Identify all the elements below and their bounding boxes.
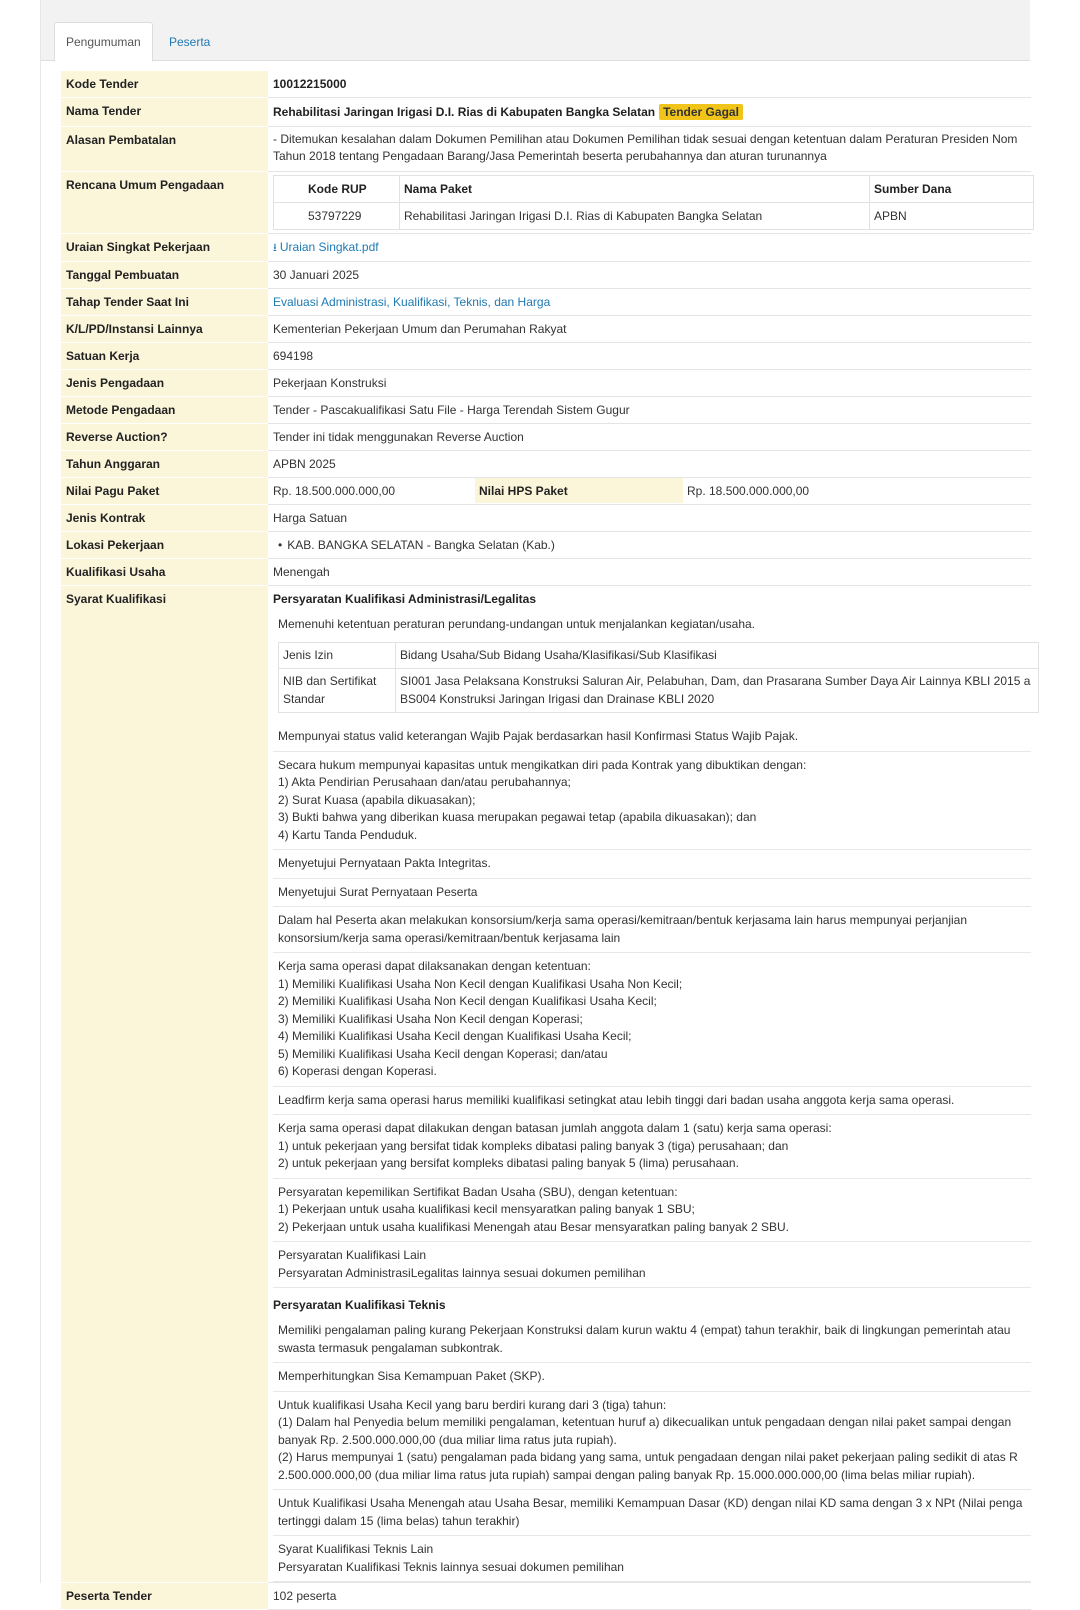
admin-requirement	[273, 1179, 1031, 1243]
value	[268, 234, 1031, 262]
teknis-requirement-line: Untuk kualifikasi Usaha Kecil yang baru berdiri kurang dari 3 (tiga) tahun:	[278, 1397, 667, 1412]
admin-requirement-line: 1) Akta Pendirian Perusahaan dan/atau perubahannya;	[278, 775, 571, 789]
admin-requirement-line: 2) untuk pekerjaan yang bersifat kompleks dibatasi paling banyak 5 (lima) perusahaan.	[278, 1156, 739, 1170]
value	[268, 478, 1031, 505]
value: Tender - Pascakualifikasi Satu File - Harga Terendah Sistem Gugur	[268, 397, 1031, 424]
label: Metode Pengadaan	[61, 397, 268, 424]
admin-requirement-line: 2) Pekerjaan untuk usaha kualifikasi Menengah atau Besar mensyaratkan paling banyak 2 SBU.	[278, 1219, 789, 1234]
page	[40, 0, 1031, 1603]
teknis-requirement-line: tertinggi dalam 15 (lima belas) tahun terakhir)	[278, 1513, 520, 1528]
admin-intro	[273, 611, 1031, 634]
teknis-requirement-line: swasta termasuk pengalaman subkontrak.	[278, 1340, 503, 1355]
alasan-line: - Ditemukan kesalahan dalam Dokumen Pemilihan atau Dokumen Pemilihan tidak sesuai dengan ketentuan dalam Peraturan Presiden Nom	[273, 132, 1018, 146]
admin-requirement-line: 6) Koperasi dengan Koperasi.	[278, 1064, 437, 1078]
label: Lokasi Pekerjaan	[61, 532, 268, 559]
admin-title: Persyaratan Kualifikasi Administrasi/Legalitas	[273, 592, 536, 606]
izin-jenis-line: NIB dan Sertifikat	[283, 674, 377, 688]
hps-label: Nilai HPS Paket	[475, 478, 683, 503]
label: Satuan Kerja	[61, 343, 268, 370]
admin-requirement	[273, 850, 1031, 879]
row-tahun	[61, 451, 1031, 478]
uraian-link-text: Uraian Singkat.pdf	[279, 240, 379, 254]
teknis-requirement-line: (1) Dalam hal Penyedia belum memiliki pengalaman, ketentuan huruf a) dikecualikan untuk pengadaan dengan nilai paket sampai dengan	[278, 1415, 1012, 1429]
label: Kualifikasi Usaha	[61, 559, 268, 586]
row-satker	[61, 343, 1031, 370]
label: Syarat Kualifikasi	[61, 586, 268, 1583]
label: Nilai Pagu Paket	[61, 478, 268, 505]
admin-requirement	[273, 907, 1031, 953]
tab-pengumuman[interactable]: Pengumuman	[54, 22, 153, 62]
value: APBN 2025	[268, 451, 1031, 478]
value: Menengah	[268, 559, 1031, 586]
tab-peserta[interactable]: Peserta	[169, 35, 211, 49]
admin-requirement-line: konsorsium/kerja sama operasi/kemitraan/bentuk kerjasama lain	[278, 930, 621, 945]
admin-requirement-line: Persyaratan Kualifikasi Lain	[278, 1248, 427, 1262]
rup-header-kode: Kode RUP	[274, 176, 400, 203]
row-nama-tender	[61, 98, 1031, 127]
izin-bidang-line: SI001 Jasa Pelaksana Konstruksi Saluran Air, Pelabuhan, Dam, dan Prasarana Sumber Daya Air Lainnya KBLI 2015 a	[400, 674, 1031, 688]
nama-tender-value: Rehabilitasi Jaringan Irigasi D.I. Rias di Kabupaten Bangka Selatan	[273, 105, 656, 119]
admin-requirement	[273, 1087, 1031, 1116]
value	[268, 98, 1031, 127]
teknis-requirement-line: Syarat Kualifikasi Teknis Lain	[278, 1542, 434, 1556]
row-klpd	[61, 316, 1031, 343]
row-kualifikasi	[61, 559, 1031, 586]
teknis-requirement-line: banyak Rp. 2.500.000.000,00 (dua miliar lima ratus juta rupiah).	[278, 1432, 617, 1447]
row-reverse	[61, 424, 1031, 451]
label: Tahap Tender Saat Ini	[61, 289, 268, 316]
value	[268, 586, 1031, 1583]
tahap-link[interactable]: Evaluasi Administrasi, Kualifikasi, Teknis, dan Harga	[273, 295, 551, 309]
value: 30 Januari 2025	[268, 262, 1031, 289]
admin-requirement-line: Kerja sama operasi dapat dilaksanakan dengan ketentuan:	[278, 959, 591, 973]
admin-requirement-line: 1) untuk pekerjaan yang bersifat tidak kompleks dibatasi paling banyak 3 (tiga) perusahaan; dan	[278, 1138, 789, 1153]
admin-requirement-line: Secara hukum mempunyai kapasitas untuk mengikatkan diri pada Kontrak yang dibuktikan dengan:	[278, 757, 807, 772]
label: Jenis Pengadaan	[61, 370, 268, 397]
tender-detail-table	[61, 71, 1031, 1610]
admin-requirement-line: 3) Memiliki Kualifikasi Usaha Non Kecil dengan Koperasi;	[278, 1011, 583, 1026]
value	[268, 172, 1031, 234]
teknis-requirement-line: Memperhitungkan Sisa Kemampuan Paket (SKP).	[278, 1369, 545, 1383]
teknis-requirement-line: Untuk Kualifikasi Usaha Menengah atau Usaha Besar, memiliki Kemampuan Dasar (KD) dengan nilai KD sama dengan 3 x NPt (Nilai penga	[278, 1496, 1023, 1510]
row-tahap	[61, 289, 1031, 316]
izin-bidang-line: BS004 Konstruksi Jaringan Irigasi dan Drainase KBLI 2020	[400, 691, 715, 706]
admin-requirement-line: Persyaratan kepemilikan Sertifikat Badan Usaha (SBU), dengan ketentuan:	[278, 1184, 678, 1199]
row-kode-tender	[61, 71, 1031, 98]
admin-requirement	[273, 1242, 1031, 1288]
label: Uraian Singkat Pekerjaan	[61, 234, 268, 262]
rup-sumber: APBN	[870, 203, 1034, 230]
teknis-requirement-line: Persyaratan Kualifikasi Teknis lainnya sesuai dokumen pemilihan	[278, 1559, 624, 1574]
row-rup	[61, 172, 1031, 234]
label: Reverse Auction?	[61, 424, 268, 451]
value	[268, 127, 1031, 172]
hps-value: Rp. 18.500.000.000,00	[687, 483, 810, 498]
pagu-hps-split	[273, 478, 1033, 503]
pagu-value: Rp. 18.500.000.000,00	[273, 483, 396, 498]
label: Rencana Umum Pengadaan	[61, 172, 268, 234]
row-alasan	[61, 127, 1031, 172]
admin-requirement-line: 3) Bukti bahwa yang diberikan kuasa merupakan pegawai tetap (apabila dikuasakan); dan	[278, 810, 757, 824]
teknis-requirement-line: Memiliki pengalaman paling kurang Pekerjaan Konstruksi dalam kurun waktu 4 (empat) tahun terakhir, baik di lingkungan pemerintah atau	[278, 1323, 1011, 1337]
label: K/L/PD/Instansi Lainnya	[61, 316, 268, 343]
izin-header-bidang: Bidang Usaha/Sub Bidang Usaha/Klasifikasi/Sub Klasifikasi	[396, 642, 1039, 669]
teknis-title: Persyaratan Kualifikasi Teknis	[273, 1298, 446, 1312]
label: Tahun Anggaran	[61, 451, 268, 478]
izin-header-jenis: Jenis Izin	[279, 642, 396, 669]
label: Tanggal Pembuatan	[61, 262, 268, 289]
admin-requirement-line: 1) Memiliki Kualifikasi Usaha Non Kecil dengan Kualifikasi Usaha Non Kecil;	[278, 976, 683, 991]
row-uraian	[61, 234, 1031, 262]
admin-intro-text: Memenuhi ketentuan peraturan perundang-undangan untuk menjalankan kegiatan/usaha.	[278, 617, 756, 631]
status-badge: Tender Gagal	[659, 104, 743, 120]
admin-requirement	[273, 953, 1031, 1087]
teknis-requirement-line: (2) Harus mempunyai 1 (satu) pengalaman pada bidang yang sama, untuk pengadaan dengan nilai paket pekerjaan paling sedikit di atas R	[278, 1450, 1018, 1464]
teknis-requirement	[273, 1392, 1031, 1491]
value: Tender ini tidak menggunakan Reverse Auction	[268, 424, 1031, 451]
izin-jenis	[279, 669, 396, 713]
admin-blocks	[273, 723, 1031, 1288]
value: Pekerjaan Konstruksi	[268, 370, 1031, 397]
teknis-requirement	[273, 1536, 1031, 1582]
admin-requirement-line: Menyetujui Pernyataan Pakta Integritas.	[278, 856, 491, 870]
teknis-requirement	[273, 1363, 1031, 1392]
tab-bar	[41, 0, 1030, 61]
admin-requirement	[273, 752, 1031, 851]
value: 694198	[268, 343, 1031, 370]
izin-jenis-line: Standar	[283, 691, 326, 706]
teknis-requirement	[273, 1317, 1031, 1363]
label: Peserta Tender	[61, 1583, 268, 1610]
label: Kode Tender	[61, 71, 268, 98]
rup-nama: Rehabilitasi Jaringan Irigasi D.I. Rias di Kabupaten Bangka Selatan	[400, 203, 870, 230]
rup-table	[273, 175, 1034, 230]
value	[268, 532, 1031, 559]
admin-requirement-line: 1) Pekerjaan untuk usaha kualifikasi kecil mensyaratkan paling banyak 1 SBU;	[278, 1202, 695, 1216]
rup-kode: 53797229	[274, 203, 400, 230]
value: 102 peserta	[268, 1583, 1031, 1610]
teknis-blocks	[273, 1317, 1031, 1582]
value: Harga Satuan	[268, 505, 1031, 532]
row-pagu	[61, 478, 1031, 505]
label: Alasan Pembatalan	[61, 127, 268, 172]
admin-requirement-line: Mempunyai status valid keterangan Wajib Pajak berdasarkan hasil Konfirmasi Status Wajib Pajak.	[278, 729, 799, 743]
admin-requirement-line: 5) Memiliki Kualifikasi Usaha Kecil dengan Koperasi; dan/atau	[278, 1046, 608, 1061]
alasan-line: Tahun 2018 tentang Pengadaan Barang/Jasa Pemerintah beserta perubahannya dan aturan turunannya	[273, 149, 827, 163]
admin-requirement-line: 4) Memiliki Kualifikasi Usaha Kecil dengan Kualifikasi Usaha Kecil;	[278, 1029, 632, 1043]
admin-requirement-line: Dalam hal Peserta akan melakukan konsorsium/kerja sama operasi/kemitraan/bentuk kerjasama lain harus mempunyai perjanjian	[278, 913, 968, 927]
label: Jenis Kontrak	[61, 505, 268, 532]
admin-requirement	[273, 879, 1031, 908]
kode-tender-value: 10012215000	[273, 77, 347, 91]
izin-bidang	[396, 669, 1039, 713]
admin-requirement-line: Persyaratan AdministrasiLegalitas lainnya sesuai dokumen pemilihan	[278, 1265, 646, 1280]
row-peserta	[61, 1583, 1031, 1610]
lokasi-value: KAB. BANGKA SELATAN - Bangka Selatan (Kab.)	[287, 538, 555, 552]
row-metode	[61, 397, 1031, 424]
bullet-icon: •	[278, 538, 283, 552]
label: Nama Tender	[61, 98, 268, 127]
rup-header-sumber: Sumber Dana	[870, 176, 1034, 203]
admin-requirement-line: 2) Surat Kuasa (apabila dikuasakan);	[278, 792, 476, 807]
row-syarat	[61, 586, 1031, 1583]
value	[268, 71, 1031, 98]
izin-table	[278, 642, 1039, 714]
teknis-requirement-line: 2.500.000.000,00 (dua miliar lima ratus juta rupiah) sampai dengan paling banyak Rp. 15.000.000.000,00 (lima belas miliar rupiah).	[278, 1467, 976, 1482]
admin-requirement-line: Menyetujui Surat Pernyataan Peserta	[278, 884, 478, 899]
row-jenis-pengadaan	[61, 370, 1031, 397]
admin-requirement-line: 4) Kartu Tanda Penduduk.	[278, 827, 418, 842]
download-icon: ⭳	[273, 242, 277, 254]
uraian-download-link[interactable]	[273, 240, 379, 254]
admin-requirement-line: 2) Memiliki Kualifikasi Usaha Non Kecil dengan Kualifikasi Usaha Kecil;	[278, 994, 657, 1008]
row-tanggal	[61, 262, 1031, 289]
value	[268, 289, 1031, 316]
teknis-requirement	[273, 1490, 1031, 1536]
admin-requirement-line: Kerja sama operasi dapat dilakukan dengan batasan jumlah anggota dalam 1 (satu) kerja sama operasi:	[278, 1121, 832, 1135]
row-kontrak	[61, 505, 1031, 532]
admin-requirement	[273, 1115, 1031, 1179]
rup-header-nama: Nama Paket	[400, 176, 870, 203]
value: Kementerian Pekerjaan Umum dan Perumahan Rakyat	[268, 316, 1031, 343]
row-lokasi	[61, 532, 1031, 559]
admin-requirement	[273, 723, 1031, 752]
admin-requirement-line: Leadfirm kerja sama operasi harus memiliki kualifikasi setingkat atau lebih tinggi dari badan usaha anggota kerja sama operasi.	[278, 1092, 955, 1107]
